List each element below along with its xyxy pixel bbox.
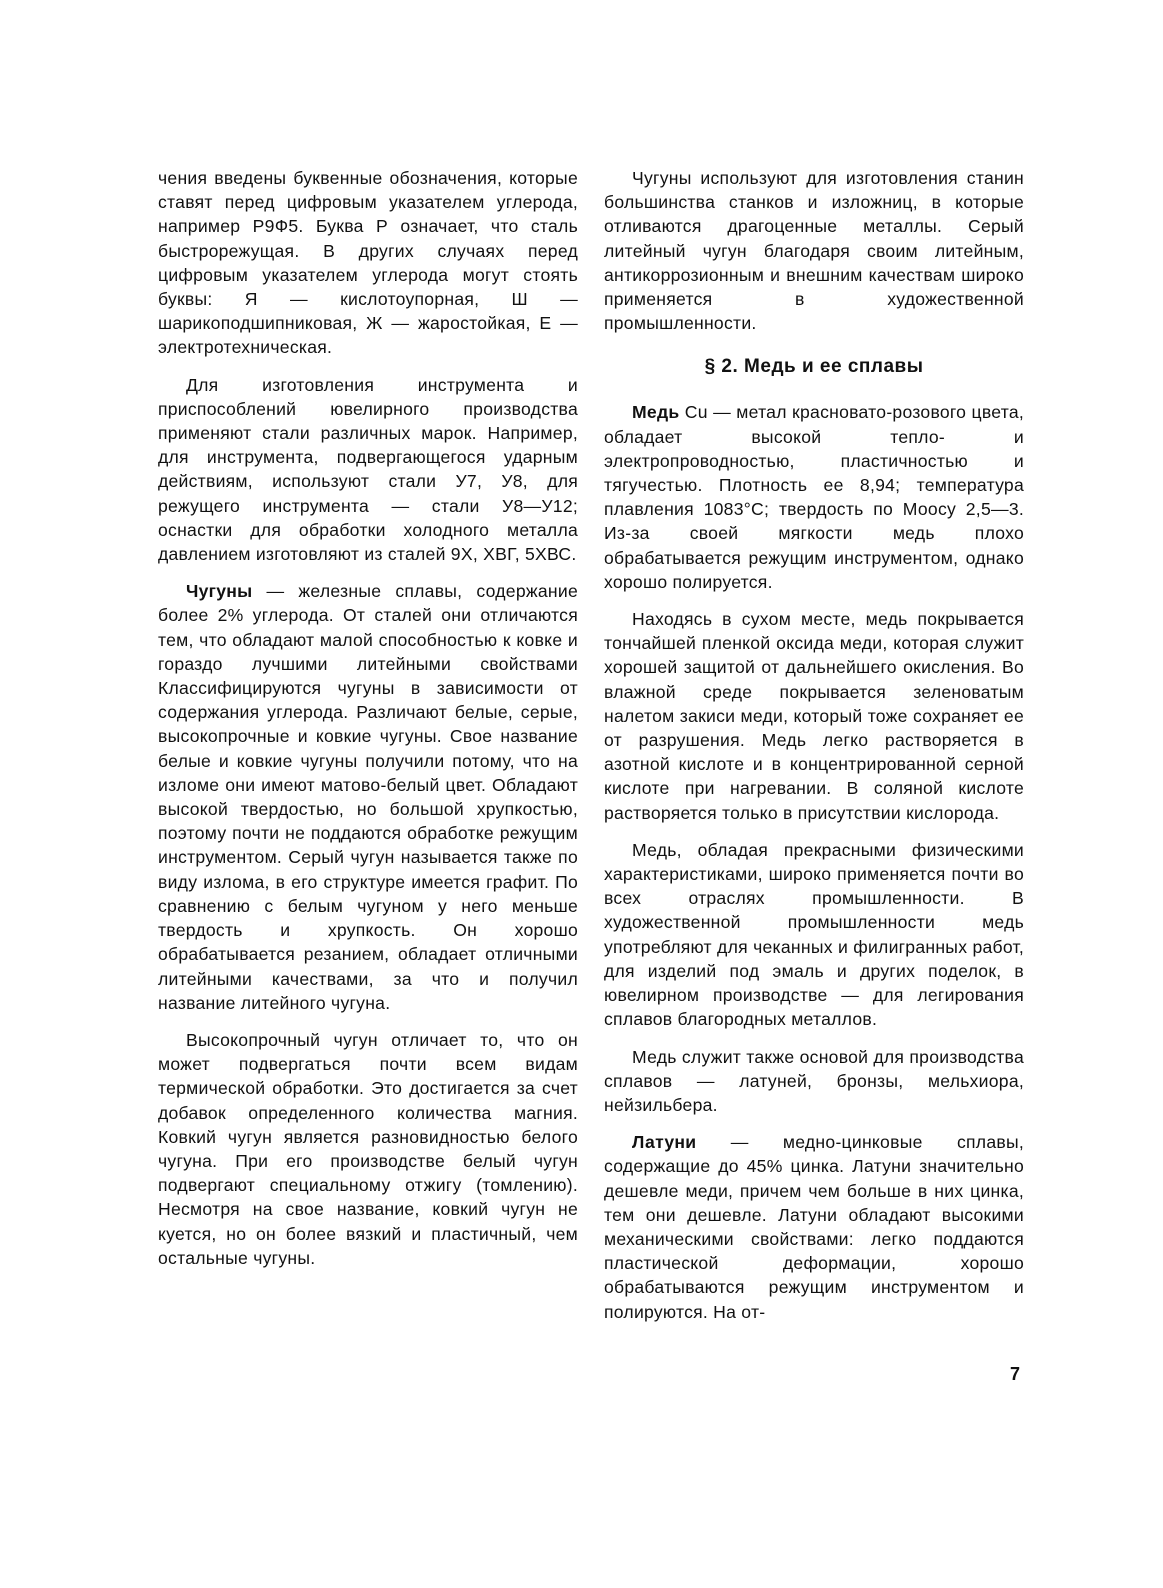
paragraph-copper-alloys: Медь служит также основой для производства сплавов — латуней, бронзы, мельхиора, нейзильбера. [604, 1046, 1024, 1115]
paragraph-cast-iron-text: — железные сплавы, содержание более 2% углерода. От сталей они отличаются тем, что обладают малой способностью к ковке и гораздо лучшими литейными свойствами Классифицируются чугуны в зависимости от содержания углерода. Различают белые, серые, высокопрочные и ковкие чугуны. Свое название белые и ковкие чугуны получили потому, что на изломе они имеют матово-белый цвет. Обладают высокой твердостью, но большой хрупкостью, поэтому почти не поддаются обработке режущим инструментом. Серый чугун называется также по виду излома, в его структуре имеется графит. По сравнению с белым чугуном у него меньше твердость и хрупкость. Он хорошо обрабатывается резанием, обладает отличными литейными качествами, за что и получил название литейного чугуна. [158, 581, 578, 1013]
paragraph-cast-iron-uses: Чугуны используют для изготовления станин большинства станков и изложниц, в которые отливаются драгоценные металлы. Серый литейный чугун благодаря своим литейным, антикоррозионным и внешним качествам широко применяется в художественной промышленности. [604, 168, 1024, 334]
term-brass: Латуни [632, 1132, 697, 1153]
paragraph-steel-markings: чения введены буквенные обозначения, которые ставят перед цифровым указателем углерода, например Р9Ф5. Буква Р означает, что сталь быстрорежущая. В других случаях перед цифровым указателем углерода могут стоять буквы: Я — кислотоупорная, Ш — шарикоподшипниковая, Ж — жаростойкая, Е — электротехническая. [158, 168, 578, 358]
term-copper: Медь [632, 402, 680, 423]
page-number: 7 [1010, 1364, 1021, 1384]
term-cast-iron: Чугуны [186, 581, 253, 602]
paragraph-copper [604, 400, 1024, 594]
paragraph-tool-steels: Для изготовления инструмента и приспособлений ювелирного производства применяют стали различных марок. Например, для инструмента, подвергающегося ударным действиям, используют стали У7, У8, для режущего инструмента — стали У8—У12; оснастки для обработки холодного металла давлением изготовляют из сталей 9Х, ХВГ, 5ХВС. [158, 374, 578, 565]
left-column [158, 166, 578, 1283]
paragraph-copper-text: Cu — метал красновато-розового цвета, обладает высокой тепло- и электропроводностью, пластичностью и тягучестью. Плотность ее 8,94; температура плавления 1083°С; твердость по Моосу 2,5—3. Из-за своей мягкости медь плохо обрабатывается режущим инструментом, однако хорошо полируется. [604, 402, 1024, 592]
paragraph-copper-applications: Медь, обладая прекрасными физическими характеристиками, широко применяется почти во всех отраслях промышленности. В художественной промышленности медь употребляют для чеканных и филигранных работ, для изделий под эмаль и других поделок, в ювелирном производстве — для легирования сплавов благородных металлов. [604, 839, 1024, 1030]
section-heading: § 2. Медь и ее сплавы [704, 356, 924, 378]
paragraph-brass-text: — медно-цинковые сплавы, содержащие до 45% цинка. Латуни значительно дешевле меди, причем чем больше в них цинка, тем они дешевле. Латуни обладают высокими механическими свойствами: легко поддаются пластической деформации, хорошо обрабатываются режущим инструментом и полируются. На от- [604, 1132, 1024, 1322]
paragraph-brass [604, 1130, 1024, 1324]
right-column [604, 166, 1024, 1337]
paragraph-cast-iron [158, 579, 578, 1015]
paragraph-copper-oxidation: Находясь в сухом месте, медь покрывается тончайшей пленкой оксида меди, которая служит хорошей защитой от дальнейшего окисления. Во влажной среде покрывается зеленоватым налетом закиси меди, который тоже сохраняет ее от разрушения. Медь легко растворяется в азотной кислоте и в концентрированной серной кислоте при нагревании. В соляной кислоте растворяется только в присутствии кислорода. [604, 609, 1024, 823]
paragraph-high-strength-iron: Высокопрочный чугун отличает то, что он может подвергаться почти всем видам термической обработки. Это достигается за счет добавок определенного количества магния. Ковкий чугун является разновидностью белого чугуна. При его производстве белый чугун подвергают специальному отжигу (томлению). Несмотря на свое название, ковкий чугун не куется, но он более вязкий и пластичный, чем остальные чугуны. [158, 1029, 578, 1268]
